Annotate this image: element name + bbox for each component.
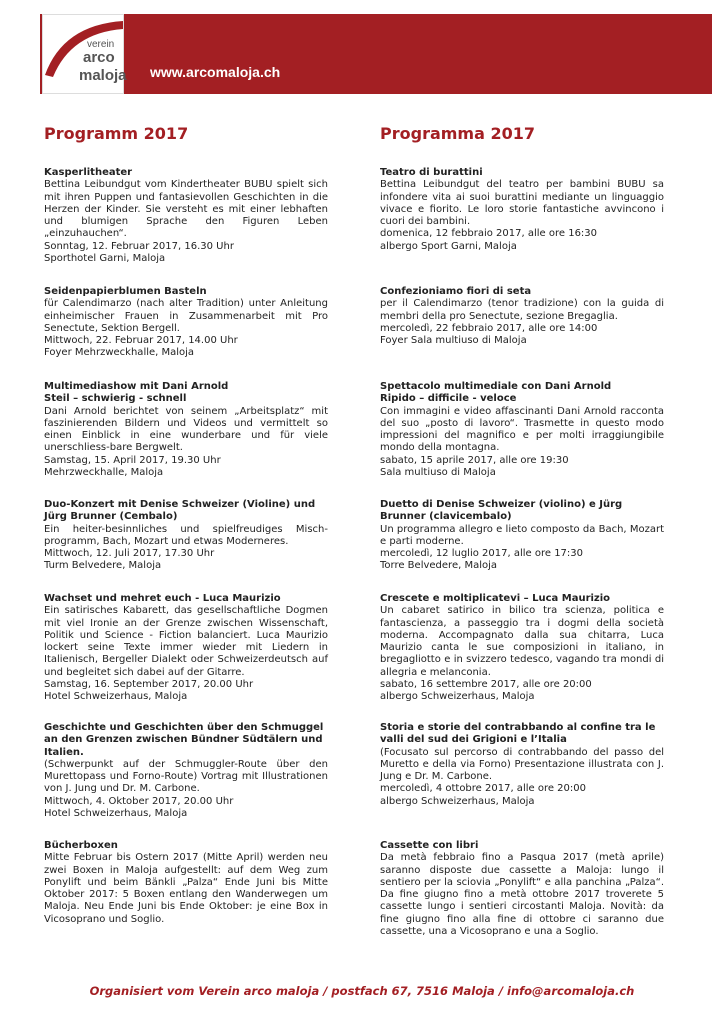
header-bar bbox=[40, 14, 712, 94]
event-date: sabato, 15 aprile 2017, alle ore 19:30 bbox=[380, 454, 569, 466]
event-description: Bettina Leibundgut del teatro per bambini BUBU sa infondere vita ai suoi burattini mediante un linguaggio vivace e fiorito. Le loro storie fantastiche avvincono i cuori dei bambini. bbox=[380, 179, 664, 228]
logo-text-verein: verein bbox=[87, 39, 115, 50]
event-item bbox=[380, 722, 664, 808]
event-place: Mehrzweckhalle, Maloja bbox=[44, 467, 164, 479]
event-date: Sonntag, 12. Februar 2017, 16.30 Uhr bbox=[44, 240, 234, 252]
event-place: Hotel Schweizerhaus, Maloja bbox=[44, 808, 188, 820]
event-description: (Schwerpunkt auf der Schmuggler-Route über den Murettopass und Forno-Route) Vortrag mit Illustrationen von J. Jung und Dr. M. Carbone. bbox=[44, 758, 328, 795]
event-item bbox=[380, 840, 664, 938]
event-item bbox=[380, 593, 664, 704]
event-place: Torre Belvedere, Maloja bbox=[380, 560, 498, 572]
event-date: Samstag, 15. April 2017, 19.30 Uhr bbox=[44, 454, 221, 466]
event-item bbox=[44, 499, 328, 573]
event-description: Da metà febbraio fino a Pasqua 2017 (metà aprile) saranno disposte due cassette a Maloja: lungo il sentiero per la sciovia „Ponylift“ e alla panchina „Palza“. Da fine giugno fino a metà ottobre 2017 troverete 5 cassette lungo i sentieri circostanti Maloja. Novità: da fine giugno fino alla fine di ottobre ci saranno due cassette, una a Vicosoprano e una a Soglio. bbox=[380, 852, 664, 938]
event-title: Bücherboxen bbox=[44, 840, 118, 851]
event-description: Dani Arnold berichtet von seinem „Arbeitsplatz“ mit faszinierenden Bildern und Videos und vermittelt so einen Einblick in eine wunderbare und für viele unerschliess-bare Bergwelt. bbox=[44, 405, 328, 454]
event-title: Multimediashow mit Dani Arnold bbox=[44, 381, 229, 392]
event-title: Spettacolo multimediale con Dani Arnold bbox=[380, 381, 612, 392]
event-item bbox=[380, 286, 664, 347]
event-place: albergo Sport Garni, Maloja bbox=[380, 240, 517, 252]
event-item bbox=[380, 167, 664, 253]
event-title: Seidenpapierblumen Basteln bbox=[44, 286, 207, 297]
event-title: Confezioniamo fiori di seta bbox=[380, 286, 532, 297]
event-subtitle: Ripido – difficile - veloce bbox=[380, 393, 517, 405]
event-date: Mittwoch, 4. Oktober 2017, 20.00 Uhr bbox=[44, 795, 234, 807]
event-title: Cassette con libri bbox=[380, 840, 479, 851]
site-url-link[interactable]: www.arcomaloja.ch bbox=[150, 64, 281, 80]
event-item bbox=[44, 167, 328, 265]
event-description: (Focusato sul percorso di contrabbando del passo del Muretto e della via Forno) Presentazione illustrata con J. Jung e Dr. M. Carbone. bbox=[380, 746, 664, 783]
event-title: Kasperlitheater bbox=[44, 167, 133, 178]
event-description: Un cabaret satirico in bilico tra scienza, politica e fantascienza, a passeggio tra i dogmi della società moderna. Accompagnato dalla sua chitarra, Luca Maurizio canta le sue composizioni in italiano, in bregagliotto e in svizzero tedesco, vagando tra mondi di allegria e melanconia. bbox=[380, 605, 664, 678]
logo-text-maloja: maloja bbox=[79, 67, 127, 84]
event-description: Con immagini e video affascinanti Dani Arnold racconta del suo „posto di lavoro“. Trasmette in questo modo impressioni del magnifico e per molti irraggiungibile mondo della montagna. bbox=[380, 405, 664, 454]
event-place: Sala multiuso di Maloja bbox=[380, 467, 496, 479]
event-description: Mitte Februar bis Ostern 2017 (Mitte April) werden neu zwei Boxen in Maloja aufgestellt: auf dem Weg zum Ponylift und beim Bänkli „Palza“ Ende Juni bis Mitte Oktober 2017: 5 Boxen entlang den Wanderwegen um Maloja. Neu Ende Juni bis Ende Oktober: je eine Box in Vicosoprano und Soglio. bbox=[44, 852, 328, 925]
program-column-it bbox=[380, 124, 664, 938]
column-title-it: Programma 2017 bbox=[380, 124, 535, 143]
event-place: Hotel Schweizerhaus, Maloja bbox=[44, 691, 188, 703]
event-description: per il Calendimarzo (tenor tradizione) con la guida di membri della pro Senectute, sezione Bregaglia. bbox=[380, 298, 664, 322]
event-date: sabato, 16 settembre 2017, alle ore 20:00 bbox=[380, 679, 592, 691]
event-title: Duo-Konzert mit Denise Schweizer (Violine) und Jürg Brunner (Cembalo) bbox=[44, 499, 316, 523]
event-item bbox=[44, 381, 328, 479]
event-title: Storia e storie del contrabbando al confine tra le valli del sud dei Grigioni e l’Italia bbox=[380, 722, 656, 746]
event-description: Ein heiter-besinnliches und spielfreudiges Misch-programm, Bach, Mozart und etwas Moderneres. bbox=[44, 523, 328, 547]
event-item bbox=[380, 381, 664, 479]
event-place: Turm Belvedere, Maloja bbox=[44, 560, 162, 572]
event-title: Wachset und mehret euch - Luca Maurizio bbox=[44, 593, 281, 604]
program-column-de bbox=[44, 124, 328, 925]
event-date: mercoledì, 4 ottobre 2017, alle ore 20:00 bbox=[380, 783, 586, 795]
event-date: mercoledì, 12 luglio 2017, alle ore 17:30 bbox=[380, 548, 584, 560]
event-item bbox=[380, 499, 664, 573]
event-title: Duetto di Denise Schweizer (violino) e Jürg Brunner (clavicembalo) bbox=[380, 499, 623, 523]
event-description: Ein satirisches Kabarett, das gesellschaftliche Dogmen mit viel Ironie an der Grenze zwischen Wissenschaft, Politik und Science - Fiction balanciert. Luca Maurizio lockert seine Texte immer wieder mit Liedern in Italienisch, Bergeller Dialekt oder Schweizerdeutsch auf und begleitet sich dabei auf der Gitarre. bbox=[44, 605, 328, 678]
event-description: Bettina Leibundgut vom Kindertheater BUBU spielt sich mit ihren Puppen und fantasievollen Geschichten in die Herzen der Kinder. Sie versteht es mit einer lebhaften und blumigen Sprache den Figuren Leben „einzuhauchen“. bbox=[44, 179, 328, 240]
event-date: Mittwoch, 22. Februar 2017, 14.00 Uhr bbox=[44, 335, 238, 347]
event-item bbox=[44, 286, 328, 360]
event-item bbox=[44, 840, 328, 926]
event-date: Samstag, 16. September 2017, 20.00 Uhr bbox=[44, 679, 254, 691]
event-title: Teatro di burattini bbox=[380, 167, 483, 178]
event-place: albergo Schweizerhaus, Maloja bbox=[380, 691, 535, 703]
logo-text-arco: arco bbox=[83, 49, 115, 66]
event-item bbox=[44, 593, 328, 704]
event-description: für Calendimarzo (nach alter Tradition) unter Anleitung einheimischer Frauen in Zusammenarbeit mit Pro Senectute, Sektion Bergell. bbox=[44, 298, 328, 334]
event-description: Un programma allegro e lieto composto da Bach, Mozart e parti moderne. bbox=[380, 523, 664, 547]
event-item bbox=[44, 722, 328, 820]
event-date: Mittwoch, 12. Juli 2017, 17.30 Uhr bbox=[44, 548, 215, 560]
event-date: domenica, 12 febbraio 2017, alle ore 16:30 bbox=[380, 228, 598, 240]
event-subtitle: Steil – schwierig - schnell bbox=[44, 393, 187, 405]
event-place: Sporthotel Garni, Maloja bbox=[44, 253, 166, 265]
event-title: Geschichte und Geschichten über den Schmuggel an den Grenzen zwischen Bündner Südtälern und Italien. bbox=[44, 722, 324, 758]
event-title: Crescete e moltiplicatevi – Luca Maurizio bbox=[380, 593, 611, 604]
footer-contact: Organisiert vom Verein arco maloja / postfach 67, 7516 Maloja / info@arcomaloja.ch bbox=[89, 984, 635, 998]
event-place: albergo Schweizerhaus, Maloja bbox=[380, 795, 535, 807]
event-place: Foyer Mehrzweckhalle, Maloja bbox=[44, 347, 195, 359]
logo bbox=[42, 14, 127, 94]
event-place: Foyer Sala multiuso di Maloja bbox=[380, 335, 527, 347]
column-title-de: Programm 2017 bbox=[44, 124, 189, 143]
event-date: mercoledì, 22 febbraio 2017, alle ore 14:00 bbox=[380, 322, 598, 334]
